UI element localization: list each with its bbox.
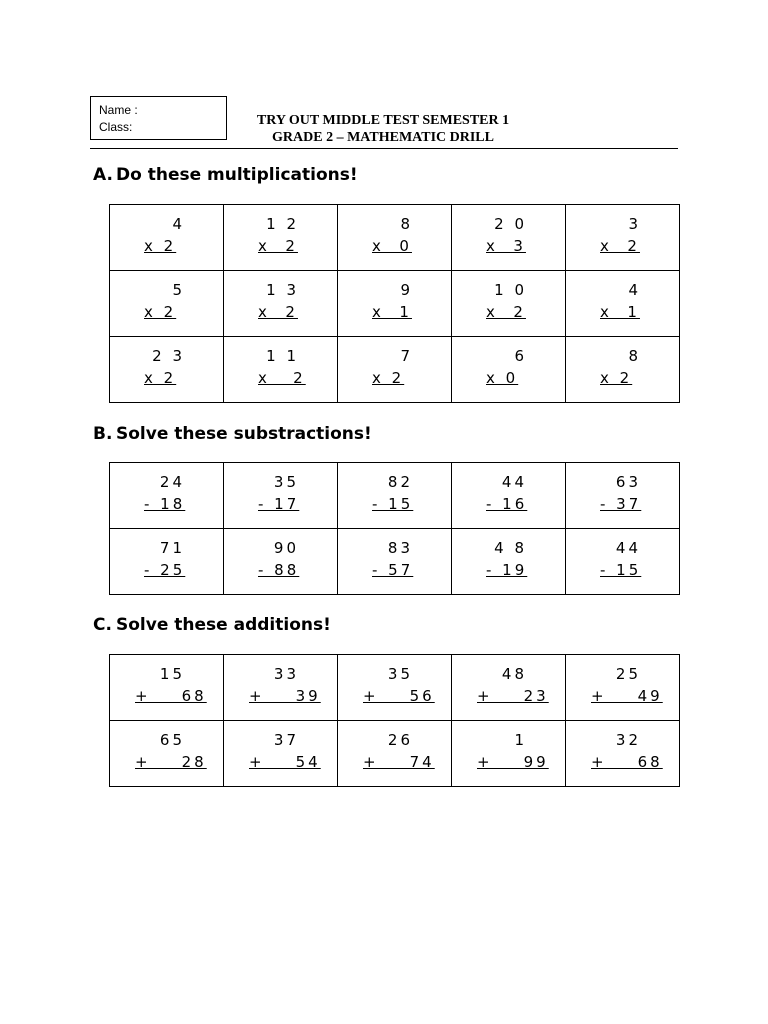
section-a-title: Do these multiplications! [116, 165, 358, 185]
subtraction-table [109, 462, 680, 595]
problem-top-number: 65 [159, 731, 185, 749]
subtraction-problem-cell [110, 463, 224, 529]
problem-operator-line: x 2 [144, 369, 177, 387]
subtraction-problem-cell [566, 529, 680, 595]
problem-operator-line: - 15 [600, 561, 642, 579]
problem-operator-line: + 23 [477, 687, 549, 705]
problem-top-number: 6 [514, 347, 527, 365]
problem-operator-line: + 56 [363, 687, 435, 705]
multiplication-problem-cell [338, 271, 452, 337]
multiplication-problem-cell [224, 271, 338, 337]
problem-top-number: 5 [172, 281, 185, 299]
table-row [110, 721, 680, 787]
multiplication-problem-cell [452, 205, 566, 271]
section-b-title: Solve these substractions! [116, 424, 372, 444]
subtraction-problem-cell [566, 463, 680, 529]
problem-operator-line: + 28 [135, 753, 207, 771]
page-title [228, 112, 538, 146]
addition-problem-cell [110, 721, 224, 787]
table-row [110, 271, 680, 337]
problem-top-number: 7 [400, 347, 413, 365]
table-row [110, 337, 680, 403]
section-c-letter: C. [93, 615, 112, 635]
problem-top-number: 48 [501, 665, 527, 683]
subtraction-problem-cell [338, 529, 452, 595]
problem-top-number: 24 [159, 473, 185, 491]
problem-operator-line: - 15 [372, 495, 414, 513]
problem-operator-line: + 68 [135, 687, 207, 705]
subtraction-problem-cell [452, 463, 566, 529]
multiplication-problem-cell [566, 205, 680, 271]
problem-top-number: 32 [615, 731, 641, 749]
problem-operator-line: x 3 [486, 237, 526, 255]
multiplication-problem-cell [566, 271, 680, 337]
problem-top-number: 15 [159, 665, 185, 683]
problem-top-number: 4 [628, 281, 641, 299]
table-row [110, 463, 680, 529]
problem-operator-line: x 2 [258, 369, 306, 387]
table-row [110, 205, 680, 271]
problem-top-number: 71 [159, 539, 185, 557]
problem-operator-line: + 54 [249, 753, 321, 771]
problem-operator-line: + 74 [363, 753, 435, 771]
problem-top-number: 9 [400, 281, 413, 299]
section-a-heading [93, 165, 358, 185]
section-a-letter: A. [93, 165, 113, 185]
header-divider [90, 148, 678, 149]
problem-top-number: 83 [387, 539, 413, 557]
multiplication-problem-cell [338, 205, 452, 271]
title-line-1: TRY OUT MIDDLE TEST SEMESTER 1 [256, 113, 510, 128]
problem-operator-line: x 2 [600, 237, 640, 255]
addition-problem-cell [566, 655, 680, 721]
problem-top-number: 1 [514, 731, 527, 749]
problem-operator-line: x 1 [600, 303, 640, 321]
problem-top-number: 26 [387, 731, 413, 749]
multiplication-problem-cell [110, 205, 224, 271]
name-label: Name : [99, 103, 138, 117]
addition-problem-cell [566, 721, 680, 787]
problem-top-number: 4 8 [494, 539, 527, 557]
multiplication-problem-cell [224, 205, 338, 271]
problem-top-number: 1 0 [494, 281, 527, 299]
problem-top-number: 25 [615, 665, 641, 683]
problem-top-number: 4 [172, 215, 185, 233]
problem-operator-line: - 25 [144, 561, 186, 579]
title-line-2: GRADE 2 – MATHEMATIC DRILL [272, 130, 494, 145]
problem-operator-line: - 16 [486, 495, 528, 513]
subtraction-problem-cell [110, 529, 224, 595]
problem-top-number: 63 [615, 473, 641, 491]
addition-problem-cell [338, 721, 452, 787]
addition-problem-cell [452, 721, 566, 787]
problem-operator-line: x 2 [372, 369, 405, 387]
problem-operator-line: x 2 [258, 237, 298, 255]
multiplication-problem-cell [452, 271, 566, 337]
table-row [110, 529, 680, 595]
addition-problem-cell [224, 655, 338, 721]
problem-operator-line: + 99 [477, 753, 549, 771]
problem-operator-line: + 39 [249, 687, 321, 705]
multiplication-problem-cell [110, 271, 224, 337]
problem-top-number: 2 0 [494, 215, 527, 233]
problem-top-number: 1 3 [266, 281, 299, 299]
problem-top-number: 1 2 [266, 215, 299, 233]
multiplication-table [109, 204, 680, 403]
problem-top-number: 35 [387, 665, 413, 683]
problem-operator-line: + 49 [591, 687, 663, 705]
subtraction-problem-cell [224, 529, 338, 595]
problem-top-number: 35 [273, 473, 299, 491]
problem-operator-line: x 2 [486, 303, 526, 321]
problem-operator-line: - 17 [258, 495, 300, 513]
subtraction-problem-cell [338, 463, 452, 529]
problem-operator-line: - 57 [372, 561, 414, 579]
addition-problem-cell [452, 655, 566, 721]
problem-top-number: 8 [628, 347, 641, 365]
multiplication-problem-cell [566, 337, 680, 403]
problem-top-number: 3 [628, 215, 641, 233]
problem-operator-line: + 68 [591, 753, 663, 771]
name-class-box [90, 96, 227, 140]
subtraction-problem-cell [452, 529, 566, 595]
addition-problem-cell [110, 655, 224, 721]
problem-top-number: 90 [273, 539, 299, 557]
problem-top-number: 37 [273, 731, 299, 749]
multiplication-problem-cell [224, 337, 338, 403]
section-c-heading [93, 615, 331, 635]
table-row [110, 655, 680, 721]
problem-operator-line: - 88 [258, 561, 300, 579]
subtraction-problem-cell [224, 463, 338, 529]
problem-top-number: 2 3 [152, 347, 185, 365]
addition-problem-cell [338, 655, 452, 721]
problem-operator-line: - 18 [144, 495, 186, 513]
multiplication-problem-cell [338, 337, 452, 403]
problem-operator-line: x 0 [486, 369, 519, 387]
section-b-heading [93, 424, 372, 444]
problem-operator-line: x 1 [372, 303, 412, 321]
class-label: Class: [99, 120, 133, 134]
problem-operator-line: x 2 [258, 303, 298, 321]
addition-table [109, 654, 680, 787]
multiplication-problem-cell [452, 337, 566, 403]
problem-top-number: 33 [273, 665, 299, 683]
multiplication-problem-cell [110, 337, 224, 403]
problem-top-number: 1 1 [266, 347, 299, 365]
problem-operator-line: - 19 [486, 561, 528, 579]
problem-operator-line: x 2 [144, 237, 177, 255]
problem-top-number: 44 [615, 539, 641, 557]
problem-operator-line: - 37 [600, 495, 642, 513]
problem-operator-line: x 0 [372, 237, 412, 255]
section-c-title: Solve these additions! [116, 615, 331, 635]
problem-operator-line: x 2 [600, 369, 633, 387]
addition-problem-cell [224, 721, 338, 787]
problem-operator-line: x 2 [144, 303, 177, 321]
section-b-letter: B. [93, 424, 113, 444]
problem-top-number: 82 [387, 473, 413, 491]
problem-top-number: 8 [400, 215, 413, 233]
problem-top-number: 44 [501, 473, 527, 491]
